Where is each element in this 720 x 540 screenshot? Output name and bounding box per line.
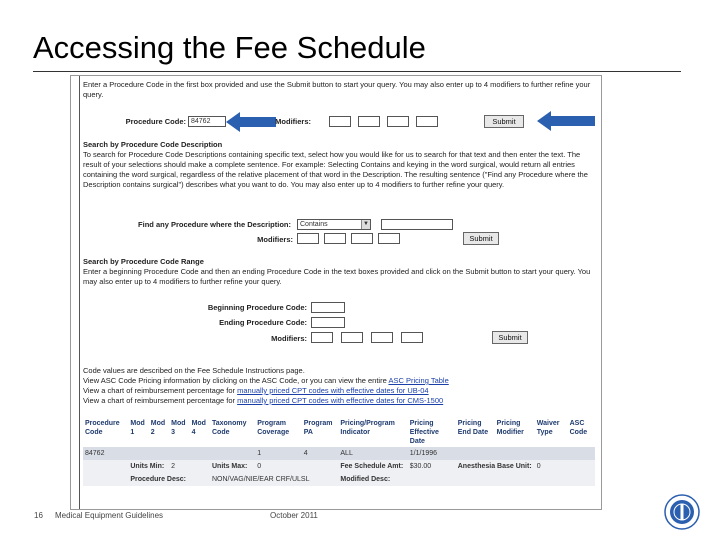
modifier-3-input[interactable] [351,233,373,244]
modifiers-label: Modifiers: [257,235,293,244]
page-edge-line [79,76,80,509]
anesthesia-label: Anesthesia Base Unit: [456,460,535,473]
table-row[interactable] [83,447,595,460]
link-line-3-text: View a chart of reimbursement percentage for [83,396,238,405]
footer-guidelines: Medical Equipment Guidelines [55,511,164,520]
table-cell: 4 [302,447,339,460]
table-cell [535,447,568,460]
table-cell [169,447,189,460]
column-header: Procedure Code [85,420,120,436]
procedure-code-input[interactable]: 84762 [188,116,226,127]
table-cell [568,447,595,460]
link-line-2 [83,386,593,396]
column-header: Taxonomy Code [211,420,247,436]
title-rule [33,71,681,72]
detail-row [83,473,595,486]
slide-title: Accessing the Fee Schedule [33,30,426,65]
link-line-1 [83,376,593,386]
description-text-input[interactable] [381,219,453,230]
modifier-2-input[interactable] [341,332,363,343]
modifier-2-input[interactable] [358,116,380,127]
modifier-1-input[interactable] [329,116,351,127]
link-line-3 [83,396,593,406]
modified-desc-label: Modified Desc: [338,473,455,486]
footer-date: October 2011 [270,511,318,520]
modified-desc-value [456,473,595,486]
units-max-value: 0 [255,460,302,473]
table-cell [128,447,148,460]
column-header: Program Coverage [257,420,290,436]
column-header: Program PA [303,420,333,436]
table-cell[interactable]: 84762 [83,447,128,460]
range-text: Enter a beginning Procedure Code and then an ending Procedure Code in the text boxes provided and click on the Submit button to start your query. You may also enter up to 4 modifiers to further refine your query. [83,267,591,286]
units-min-label: Units Min: [128,460,169,473]
page-number: 16 [34,511,43,520]
fee-schedule-value: $30.00 [408,460,456,473]
link-line-1-text: View ASC Code Pricing information by clicking on the ASC Code, or you can view the entire [83,376,389,385]
table-cell: 1 [255,447,302,460]
column-header: Mod 1 [130,420,145,436]
find-select-value: Contains [300,221,328,228]
find-label: Find any Procedure where the Description: [138,220,291,229]
column-header: Pricing End Date [457,420,489,436]
column-header: Mod 4 [191,420,206,436]
column-header: Pricing/Program Indicator [340,420,395,436]
left-arrow-icon [537,110,595,132]
units-min-value: 2 [169,460,189,473]
results-header-row [83,418,595,447]
submit-button[interactable]: Submit [484,115,524,128]
table-cell [210,447,255,460]
table-cell [456,447,495,460]
table-cell: ALL [338,447,407,460]
modifiers-label: Modifiers: [275,117,311,126]
modifier-3-input[interactable] [387,116,409,127]
desc-heading: Search by Procedure Code Description [83,140,223,149]
detail-row [83,460,595,473]
modifier-4-input[interactable] [401,332,423,343]
ending-code-input[interactable] [311,317,345,328]
table-cell [495,447,535,460]
modifier-1-input[interactable] [297,233,319,244]
modifiers-label: Modifiers: [271,334,307,343]
chevron-down-icon: ▼ [361,220,370,229]
column-header: Mod 3 [171,420,186,436]
procedure-desc-value: NON/VAG/NIE/EAR CRF/ULSL [210,473,338,486]
beginning-code-input[interactable] [311,302,345,313]
modifier-3-input[interactable] [371,332,393,343]
note-line: Code values are described on the Fee Schedule Instructions page. [83,366,305,375]
range-heading: Search by Procedure Code Range [83,257,204,266]
results-table [83,418,595,486]
modifier-4-input[interactable] [416,116,438,127]
ending-code-label: Ending Procedure Code: [219,318,307,327]
modifier-4-input[interactable] [378,233,400,244]
find-select[interactable] [297,219,371,230]
link-line-2-text: View a chart of reimbursement percentage for [83,386,238,395]
ub04-chart-link[interactable]: manually priced CPT codes with effective dates for UB-04 [237,386,429,395]
cms1500-chart-link[interactable]: manually priced CPT codes with effective dates for CMS-1500 [237,396,444,405]
beginning-code-label: Beginning Procedure Code: [207,303,307,312]
desc-text: To search for Procedure Code Descriptions containing specific text, select how you would like for us to search for that text and then enter the text. The result of your selections should make a complete sentence. For example: Selecting Contains and keying in the word surgical, would return all entries containing the word surgical, regardless of the relative placement of that word in the Description. The resulting sentence ("Find any Procedure where the Description contains surgical") describes what you want to do. You may also enter up to 4 modifiers to further refine your query. [83,150,588,189]
table-cell: 1/1/1996 [408,447,456,460]
table-cell [149,447,169,460]
submit-button[interactable]: Submit [463,232,499,245]
seal-logo-icon [664,494,700,530]
table-cell [190,447,210,460]
asc-pricing-table-link[interactable]: ASC Pricing Table [388,376,449,385]
submit-button[interactable]: Submit [492,331,528,344]
anesthesia-value: 0 [535,460,568,473]
column-header: Pricing Effective Date [409,420,439,445]
column-header: Waiver Type [536,420,560,436]
column-header: Pricing Modifier [496,420,524,436]
modifier-1-input[interactable] [311,332,333,343]
procedure-code-label: Procedure Code: [125,117,186,126]
fee-schedule-screenshot [70,75,602,510]
modifier-2-input[interactable] [324,233,346,244]
column-header: Mod 2 [150,420,166,436]
fee-schedule-label: Fee Schedule Amt: [338,460,407,473]
procedure-desc-label: Procedure Desc: [128,473,210,486]
column-header: ASC Code [569,420,588,436]
units-max-label: Units Max: [210,460,255,473]
intro-text: Enter a Procedure Code in the first box provided and use the Submit button to start your query. You may also enter up to 4 modifiers to further refine your query. [83,80,591,99]
